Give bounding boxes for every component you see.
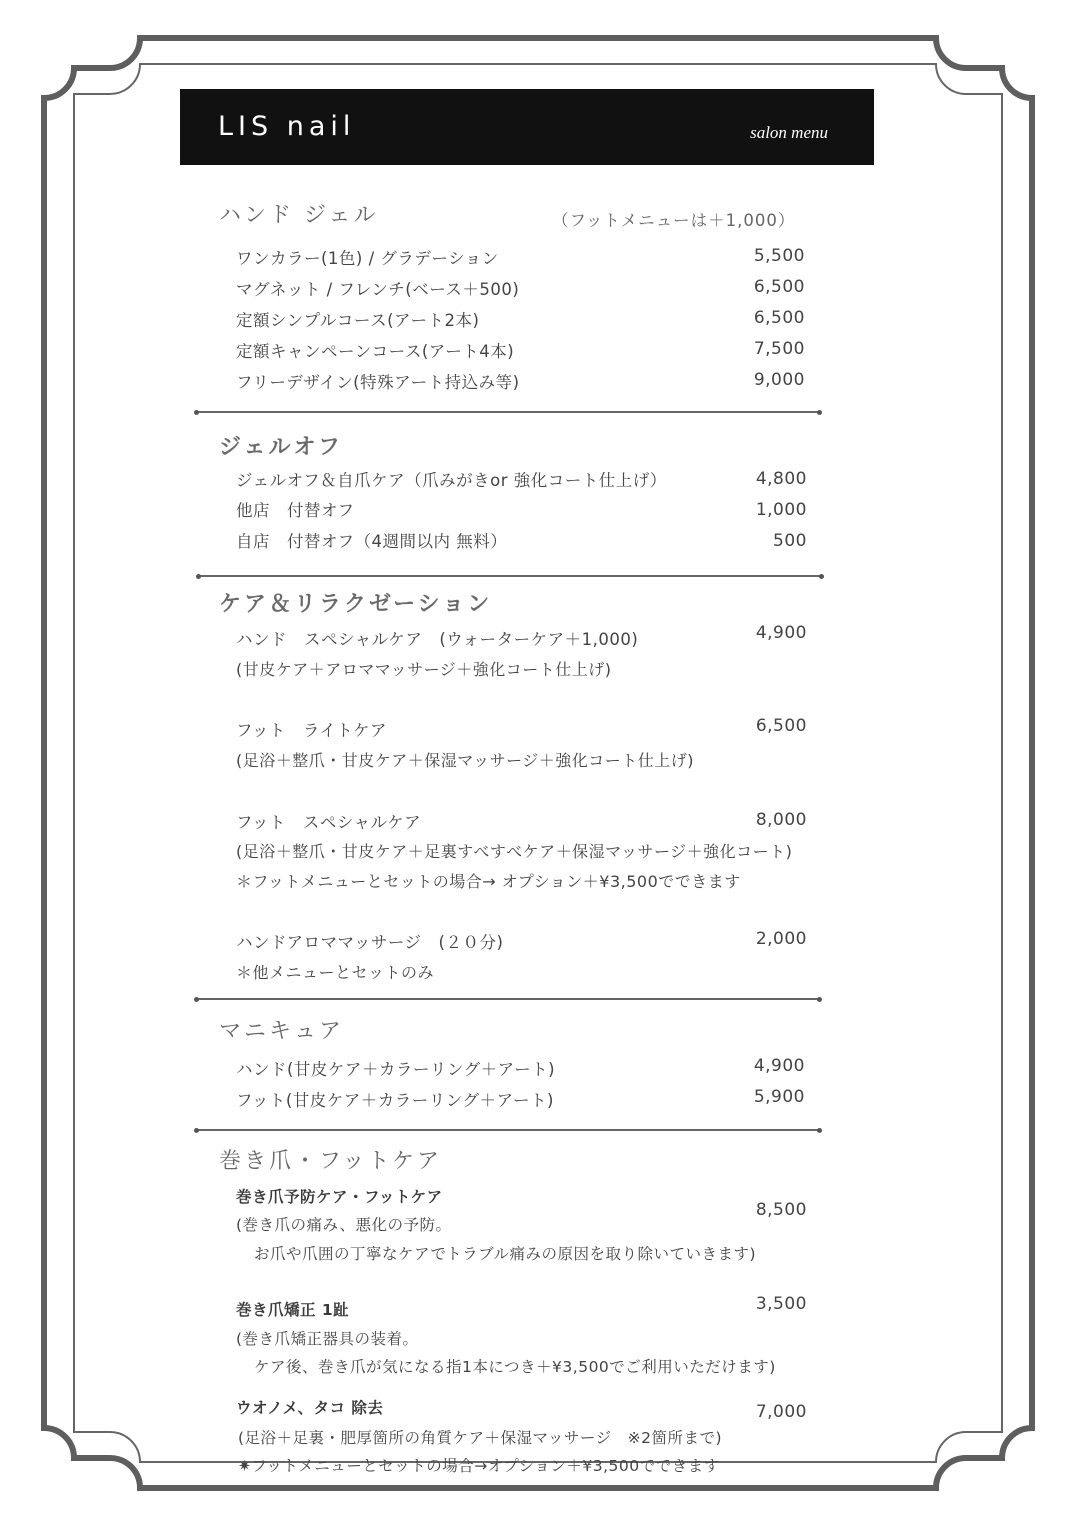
section-divider [196, 411, 820, 413]
section-divider [196, 1129, 820, 1131]
menu-item-detail: (足浴＋整爪・甘皮ケア＋保湿マッサージ＋強化コート仕上げ) [236, 751, 695, 770]
menu-item-name: ハンド(甘皮ケア＋カラーリング＋アート) [236, 1060, 556, 1079]
menu-item-name: ジェルオフ＆自爪ケア（爪みがきor 強化コート仕上げ） [236, 471, 667, 490]
section-title-hand-gel: ハンド ジェル [219, 203, 379, 228]
menu-item-name: フリーデザイン(特殊アート持込み等) [236, 373, 520, 392]
menu-item-name: 定額シンプルコース(アート2本) [236, 311, 480, 330]
menu-item-detail: (巻き爪矯正器具の装着。 [236, 1330, 419, 1348]
menu-item-price: 5,900 [753, 1087, 805, 1107]
menu-item-detail: ケア後、巻き爪が気になる指1本につき＋¥3,500でご利用いただけます) [254, 1358, 776, 1376]
menu-item-name: 他店 付替オフ [236, 501, 355, 520]
section-title-manicure: マニキュア [219, 1019, 345, 1044]
menu-item-name: フット スペシャルケア [236, 813, 422, 832]
menu-item-detail: (足浴＋整爪・甘皮ケア＋足裏すべすべケア＋保湿マッサージ＋強化コート) [236, 842, 793, 861]
menu-item-price: 3,500 [755, 1294, 807, 1314]
section-title-gel-off: ジェルオフ [219, 435, 343, 460]
menu-item-name: フット(甘皮ケア＋カラーリング＋アート) [236, 1091, 554, 1110]
menu-item-detail: (甘皮ケア＋アロママッサージ＋強化コート仕上げ) [236, 660, 612, 679]
menu-item-price: 8,500 [755, 1200, 807, 1220]
menu-item-name: ハンドアロママッサージ (２０分) [236, 933, 504, 952]
menu-item-name: ワンカラー(1色) / グラデーション [236, 249, 499, 268]
menu-item-name: 巻き爪予防ケア・フットケア [236, 1188, 443, 1206]
section-note-hand-gel: （フットメニューは＋1,000） [552, 211, 796, 230]
menu-item-price: 4,900 [755, 623, 807, 643]
header-banner [180, 89, 874, 165]
menu-item-price: 7,500 [753, 339, 805, 359]
menu-item-detail: (足浴＋足裏・肥厚箇所の角質ケア＋保湿マッサージ ※2箇所まで) [238, 1429, 723, 1447]
menu-item-name: ウオノメ、タコ 除去 [236, 1399, 384, 1417]
menu-item-price: 7,000 [755, 1402, 807, 1422]
tagline: salon menu [750, 123, 828, 142]
menu-item-note: ＊フットメニューとセットの場合→ オプション＋¥3,500でできます [236, 872, 741, 891]
menu-item-name: マグネット / フレンチ(ベース＋500) [236, 280, 520, 299]
section-divider [196, 998, 820, 1000]
menu-item-detail: お爪や爪囲の丁寧なケアでトラブル痛みの原因を取り除いていきます) [254, 1245, 757, 1263]
menu-item-price: 4,900 [753, 1056, 805, 1076]
menu-item-name: フット ライトケア [236, 721, 388, 740]
menu-item-price: 4,800 [755, 469, 807, 489]
menu-item-price: 6,500 [755, 716, 807, 736]
menu-item-price: 2,000 [755, 929, 807, 949]
menu-item-price: 1,000 [755, 500, 807, 520]
menu-item-price: 6,500 [753, 277, 805, 297]
brand-name: LIS nail [218, 111, 356, 142]
menu-item-note: ＊他メニューとセットのみ [236, 963, 435, 982]
menu-item-price: 9,000 [753, 370, 805, 390]
section-title-care: ケア＆リラクゼーション [219, 592, 493, 617]
menu-item-note: ✷フットメニューとセットの場合→オプション＋¥3,500でできます [238, 1457, 720, 1475]
menu-item-name: ハンド スペシャルケア (ウォーターケア＋1,000) [236, 630, 639, 649]
menu-item-name: 自店 付替オフ（4週間以内 無料） [236, 532, 508, 551]
menu-item-name: 巻き爪矯正 1趾 [236, 1301, 350, 1319]
section-title-ingrown: 巻き爪・フットケア [219, 1149, 443, 1174]
menu-item-price: 5,500 [753, 246, 805, 266]
menu-item-name: 定額キャンペーンコース(アート4本) [236, 342, 515, 361]
menu-item-price: 500 [773, 531, 807, 551]
menu-item-price: 8,000 [755, 810, 807, 830]
menu-item-price: 6,500 [753, 308, 805, 328]
section-divider [198, 575, 822, 577]
menu-item-detail: (巻き爪の痛み、悪化の予防。 [236, 1216, 452, 1234]
